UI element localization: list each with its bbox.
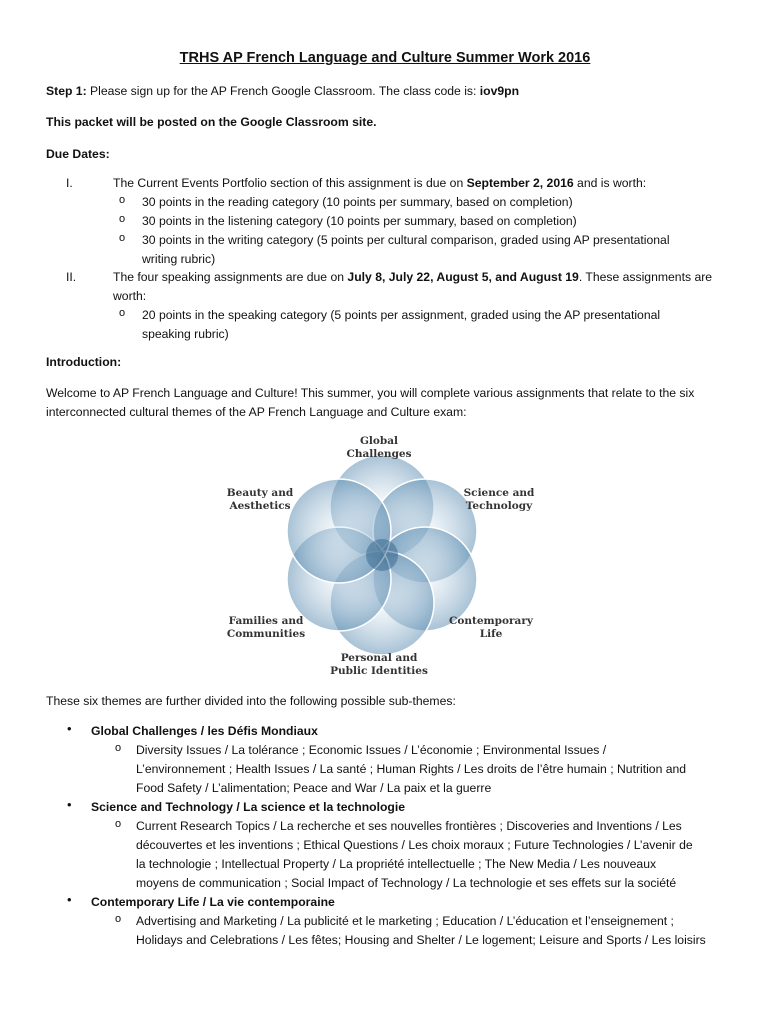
sub-item: 30 points in the reading category (10 points per summary, based on completion)	[142, 195, 573, 209]
sub-item: 30 points in the listening category (10 points per summary, based on completion)	[142, 214, 577, 228]
due-item-2-cont: worth:	[113, 289, 147, 303]
due-item-2-text: The four speaking assignments are due on	[113, 270, 348, 284]
intro-line: interconnected cultural themes of the AP French Language and Culture exam:	[46, 405, 467, 419]
label-global-2: Challenges	[346, 448, 412, 460]
theme-line: Current Research Topics / La recherche et ses nouvelles frontières ; Discoveries and Inventions / Les	[136, 819, 682, 833]
due-dates-speaking: July 8, July 22, August 5, and August 19	[347, 270, 579, 284]
bullet: •	[67, 797, 72, 812]
theme-line: la technologie ; Intellectual Property / La propriété intellectuelle ; The New Media / Les nouveaux	[136, 857, 657, 871]
label-personal-1: Personal and	[340, 652, 418, 664]
introduction-heading: Introduction:	[46, 355, 122, 369]
due-item-1	[113, 174, 646, 192]
theme-line: Food Safety / L’alimentation; Peace and War / La paix et la guerre	[136, 781, 492, 795]
roman-numeral: II.	[66, 270, 77, 284]
sub-marker: o	[119, 213, 126, 225]
class-code: iov9pn	[479, 84, 520, 98]
theme-title-contemporary: Contemporary Life / La vie contemporaine	[91, 895, 335, 909]
due-item-1-text: The Current Events Portfolio section of this assignment is due on	[113, 176, 467, 190]
label-families-1: Families and	[228, 615, 304, 627]
sub-marker: o	[119, 194, 126, 206]
step1-line	[46, 82, 519, 100]
theme-line: moyens de communication ; Social Impact of Technology / La technologie et ses effets sur la société	[136, 876, 677, 890]
sub-item-cont: speaking rubric)	[142, 327, 229, 341]
step1-text: Please sign up for the AP French Google Classroom. The class code is:	[86, 84, 480, 98]
theme-title-science: Science and Technology / La science et la technologie	[91, 800, 406, 814]
label-personal-2: Public Identities	[330, 665, 428, 677]
packet-note: This packet will be posted on the Google Classroom site.	[46, 115, 377, 129]
theme-line: Diversity Issues / La tolérance ; Economic Issues / L’économie ; Environmental Issues /	[136, 743, 607, 757]
theme-line: Holidays and Celebrations / Les fêtes; Housing and Shelter / Le logement; Leisure and Sports / Les loisirs	[136, 933, 706, 947]
due-item-2	[113, 268, 712, 286]
sub-item-cont: writing rubric)	[142, 252, 216, 266]
sub-marker: o	[115, 818, 122, 830]
roman-numeral: I.	[66, 176, 73, 190]
sub-item: 20 points in the speaking category (5 points per assignment, graded using the AP presentational	[142, 308, 661, 322]
label-contemporary-2: Life	[479, 628, 503, 640]
sub-marker: o	[119, 232, 126, 244]
subthemes-intro: These six themes are further divided into the following possible sub-themes:	[46, 694, 456, 708]
label-global-1: Global	[359, 435, 399, 447]
label-beauty-1: Beauty and	[226, 487, 294, 499]
label-beauty-2: Aesthetics	[229, 500, 291, 512]
due-item-2-post: . These assignments are	[578, 270, 713, 284]
label-science-2: Technology	[465, 500, 533, 512]
due-date-portfolio: September 2, 2016	[466, 176, 574, 190]
bullet: •	[67, 721, 72, 736]
theme-title-global: Global Challenges / les Défis Mondiaux	[91, 724, 318, 738]
theme-line: L’environnement ; Health Issues / La santé ; Human Rights / Les droits de l’être humain ; Nutrition and	[136, 762, 687, 776]
due-item-1-post: and is worth:	[573, 176, 647, 190]
intro-line: Welcome to AP French Language and Culture! This summer, you will complete various assignments that relate to the six	[46, 386, 695, 400]
bullet: •	[67, 892, 72, 907]
label-families-2: Communities	[226, 628, 306, 640]
sub-item: 30 points in the writing category (5 points per cultural comparison, graded using AP presentational	[142, 233, 670, 247]
sub-marker: o	[115, 913, 122, 925]
theme-line: découvertes et les inventions ; Ethical Questions / Les choix moraux ; Future Technologies / L’avenir de	[136, 838, 693, 852]
center-hub	[366, 539, 398, 571]
theme-line: Advertising and Marketing / La publicité et le marketing ; Education / L’éducation et l’enseignement ;	[136, 914, 674, 928]
due-dates-heading: Due Dates:	[46, 147, 110, 161]
sub-marker: o	[119, 307, 126, 319]
label-contemporary-1: Contemporary	[449, 615, 533, 627]
label-science-1: Science and	[463, 487, 535, 499]
sub-marker: o	[115, 742, 122, 754]
page-title: TRHS AP French Language and Culture Summer Work 2016	[179, 50, 591, 66]
step1-label: Step 1:	[46, 84, 87, 98]
themes-diagram	[215, 428, 555, 684]
